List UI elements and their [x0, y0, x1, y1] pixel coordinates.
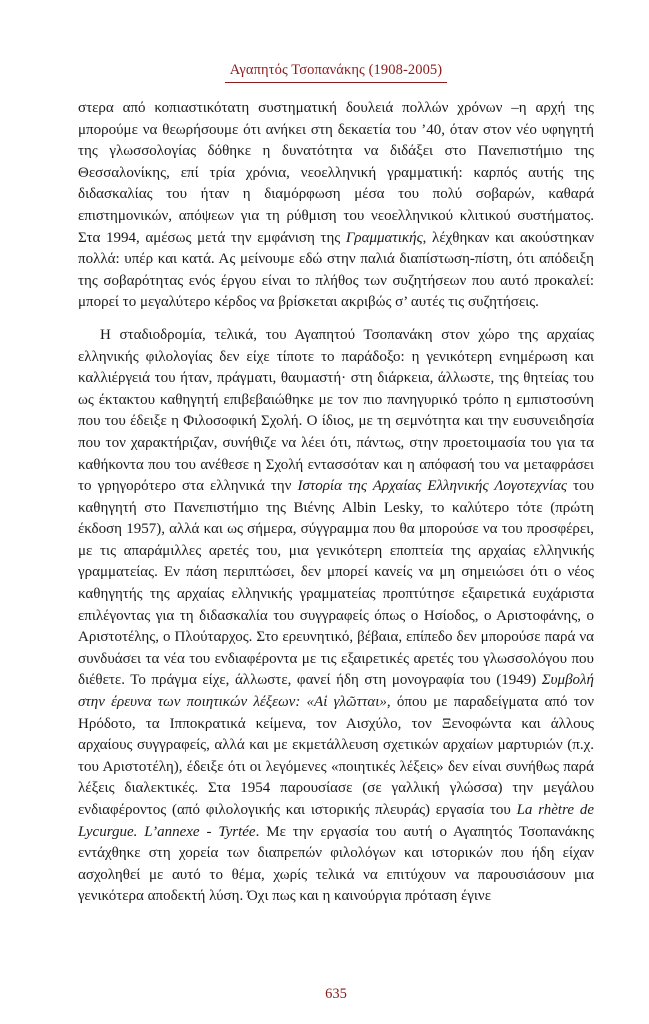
paragraph: [78, 325, 594, 908]
italic-title: Συμβολή στην έρευνα των ποιητικών λέξεων: «Αἱ γλῶτται»: [78, 672, 594, 711]
italic-title: La rhètre de Lycurgue. L’annexe - Tyrtée: [78, 802, 594, 840]
text-run: του καθηγητή στο Πανεπιστήμιο της Βιένης Albin Lesky, το καλύτερο τότε (πρώτη έκδοση 1957), αλλά και ως σήμερα, σύγγραμμα που θα μπορούσε να του προσφέρει, με τις απαράμιλλες αρετές του, μια γενικότερη εποπτεία της αρχαίας ελληνικής γραμματείας. Εν πάση περιπτώσει, δεν μπορεί κανείς να μη σημειώσει ότι ο νέος καθηγητής της αρχαίας ελληνικής γραμματείας προπτύτησε εξαιρετικά ευχάριστα επιλέγοντας για τη διδασκαλία του συγγραφείς όπως ο Ησίοδος, ο Αριστοφάνης, ο Αριστοτέλης, ο Πλούταρχος. Στο ερευνητικό, βέβαια, επίπεδο δεν μπορούσε παρά να συνδυάσει τα νέα του ενδιαφέροντα με τις εξαιρετικές αρετές του γλωσσολόγου που διέθετε. Το πράγμα είχε, άλλωστε, φανεί ήδη στη μονογραφία του (1949): [78, 478, 594, 689]
running-head-title: Αγαπητός Τσοπανάκης (1908-2005): [229, 62, 443, 78]
text-run: . Με την εργασία του αυτή ο Αγαπητός Τσοπανάκης εντάχθηκε στη χορεία των διαπρεπών φιλολόγων και ιστορικών που ήδη είχαν ασχοληθεί με αυτό το θέμα, χωρίς τελικά να επιτύχουν να παρουσιάσουν μια γενικότερα αποδεκτή λύση. Όχι πως και η καινούργια πρόταση έγινε: [78, 823, 594, 905]
running-head-rule: [225, 82, 447, 83]
text-run: , λέχθηκαν και ακούστηκαν πολλά: υπέρ και κατά. Ας μείνουμε εδώ στην παλιά διαπίστωση-πίστη, ότι απόδειξη της σοβαρότητας ενός έργου είναι το πλήθος των συζητήσεων που αυτό προκαλεί: μπορεί το μεγαλύτερο κέρδος να βρίσκεται ακριβώς σ’ αυτές τις συζητήσεις.: [78, 229, 594, 311]
paragraph: [78, 98, 594, 314]
italic-title: Γραμματικής: [345, 229, 423, 246]
text-run: Η σταδιοδρομία, τελικά, του Αγαπητού Τσοπανάκη στον χώρο της αρχαίας ελληνικής φιλολογίας δεν είχε τίποτε το παράδοξο: η γενικότερη ενημέρωση και καλλιέργειά του ήταν, πράγματι, θαυμαστή· στη διάρκεια, άλλωστε, της θητείας του ως έκτακτου καθηγητή επιβεβαιώθηκε με τον πιο πανηγυρικό τρόπο η εμπιστοσύνη που του έδειξε η Φιλοσοφική Σχολή. Ο ίδιος, με τη σεμνότητα και την ευσυνειδησία που τον χαρακτήριζαν, συνήθιζε να λέει ότι, πάντως, στην προετοιμασία του για τα καθήκοντα που του ανέθεσε η Σχολή εντασσόταν και η απόφασή του να μεταφράσει το γρηγορότερο στα ελληνικά την: [78, 326, 594, 495]
text-run: , όπου με παραδείγματα από τον Ηρόδοτο, τα Ιπποκρατικά κείμενα, τον Αισχύλο, τον Ξενοφώντα και άλλους αρχαίους συγγραφείς, αλλά και με εκμετάλλευση σχετικών αρχαίων μαρτυριών (π.χ. του Αριστοτέλη), έδειξε ότι οι λεγόμενες «ποιητικές λέξεις» δεν είναι συνήθως παρά λέξεις διαλεκτικές. Στα 1954 παρουσίασε (σε γαλλική γλώσσα) την μεγάλου ενδιαφέροντος (από φιλολογικής και ιστορικής πλευράς) εργασία του: [78, 694, 594, 818]
italic-title: Ιστορία της Αρχαίας Ελληνικής Λογοτεχνίας: [297, 478, 567, 495]
body-text: [78, 98, 594, 908]
text-run: στερα από κοπιαστικότατη συστηματική δουλειά πολλών χρόνων –η αρχή της μπορούμε να θεωρήσουμε ότι ανήκει στη δεκαετία του ’40, όταν στον νέο υφηγητή της γλωσσολογίας δόθηκε η δυνατότητα να διδάξει στο Πανεπιστήμιο της Θεσσαλονίκης, επί τρία χρόνια, νεοελληνική γραμματική: καρπός αυτής της διδασκαλίας του ήταν η διαμόρφωση μέσα του πολύ σοβαρών, καθαρά επιστημονικών, απόψεων για τη ρύθμιση του νεοελληνικού κλιτικού συστήματος. Στα 1994, αμέσως μετά την εμφάνιση της: [78, 100, 594, 246]
page-number: 635: [325, 986, 347, 1002]
